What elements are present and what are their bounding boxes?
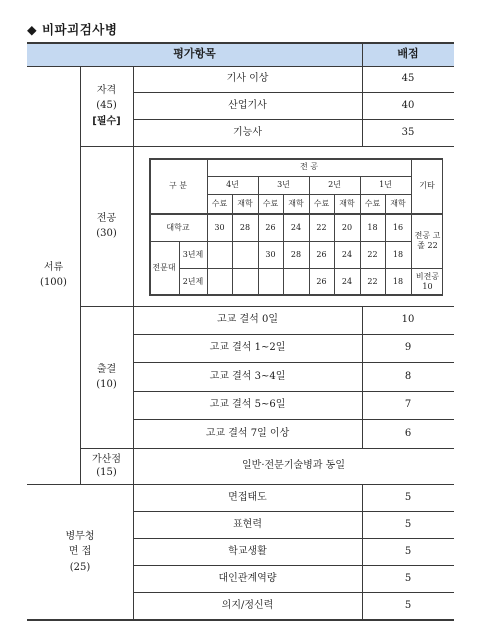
score-cell: 26 <box>265 222 276 232</box>
interview-label-text: 병무청 <box>65 530 95 542</box>
interview-score: 5 <box>404 518 412 530</box>
bonus-label <box>80 448 133 484</box>
score-cell: 18 <box>392 249 404 259</box>
major-label <box>80 146 133 306</box>
evaluation-table <box>27 42 454 620</box>
table-rule <box>309 176 310 295</box>
attendance-score: 6 <box>404 427 412 439</box>
score-cell: 16 <box>392 222 404 232</box>
diamond-bullet-icon: ◆ <box>27 22 38 37</box>
university-label: 대학교 <box>166 222 190 232</box>
enrolled-header: 재학 <box>237 198 253 208</box>
college-label: 전문대 <box>152 263 176 272</box>
attendance-label-text: 출결 <box>96 363 117 375</box>
score-cell: 20 <box>341 222 353 232</box>
table-rule <box>362 484 363 620</box>
attendance-score: 9 <box>404 342 412 354</box>
table-rule <box>133 334 454 335</box>
cert-label <box>80 66 133 146</box>
docs-label-text: 서류 <box>43 261 64 273</box>
table-rule <box>133 511 454 512</box>
enrolled-header: 재학 <box>339 198 355 208</box>
table-rule <box>334 194 335 295</box>
college-3yr-label: 3년제 <box>182 249 204 259</box>
bonus-text: 일반·전문기술병과 동일 <box>242 460 345 472</box>
table-rule <box>133 391 454 392</box>
table-rule <box>179 241 180 295</box>
docs-label <box>27 66 80 484</box>
required-tag: [필수] <box>92 115 121 127</box>
score-cell: 24 <box>341 276 353 286</box>
year-header: 1년 <box>379 180 392 189</box>
table-rule <box>133 538 454 539</box>
table-rule <box>133 565 454 566</box>
table-rule <box>133 92 454 93</box>
table-rule <box>232 194 233 295</box>
major-points: (30) <box>96 228 117 239</box>
score-cell: 26 <box>316 249 327 259</box>
table-rule <box>362 306 363 448</box>
table-rule <box>80 448 454 449</box>
cert-score: 45 <box>401 73 415 85</box>
attendance-score: 10 <box>401 314 415 326</box>
other-header: 기타 <box>419 180 435 190</box>
table-rule <box>442 158 444 295</box>
table-rule <box>133 119 454 120</box>
attendance-score: 8 <box>404 370 412 382</box>
interview-item: 면접태도 <box>228 491 267 503</box>
table-rule <box>149 241 411 242</box>
score-cell: 28 <box>239 222 251 232</box>
complete-header: 수료 <box>262 198 279 208</box>
table-rule <box>80 66 81 484</box>
table-rule <box>27 484 454 485</box>
interview-score: 5 <box>404 545 412 557</box>
cert-item: 기사 이상 <box>226 73 269 85</box>
table-rule <box>133 592 454 593</box>
cert-score: 40 <box>401 99 415 111</box>
page-title: 비파괴검사병 <box>41 22 118 37</box>
table-rule <box>207 158 208 295</box>
score-cell: 26 <box>316 276 327 286</box>
score-cell: 22 <box>316 222 327 232</box>
docs-total: (100) <box>40 277 67 288</box>
score-cell: 22 <box>367 276 378 286</box>
score-cell: 30 <box>265 249 276 259</box>
attendance-item: 고교 결석 3~4일 <box>209 370 286 382</box>
score-cell: 30 <box>214 222 225 232</box>
table-rule <box>133 362 454 363</box>
other-nonmajor: 비전공 10 <box>415 271 440 291</box>
table-rule <box>283 194 284 295</box>
attendance-item: 고교 결석 1~2일 <box>209 342 286 354</box>
complete-header: 수료 <box>364 198 381 208</box>
score-cell: 24 <box>290 222 302 232</box>
table-rule <box>411 158 412 295</box>
major-header: 전 공 <box>300 162 318 171</box>
cert-score: 35 <box>401 126 415 138</box>
score-cell: 22 <box>367 249 378 259</box>
attendance-points: (10) <box>96 379 117 390</box>
year-header: 3년 <box>277 180 290 189</box>
table-rule <box>149 294 443 296</box>
bonus-label-text: 가산점 <box>92 454 121 465</box>
interview-item: 표현력 <box>233 518 262 530</box>
table-rule <box>149 213 443 215</box>
table-rule <box>27 66 454 67</box>
category-header: 구 분 <box>169 180 187 190</box>
interview-label <box>27 484 133 620</box>
enrolled-header: 재학 <box>288 198 304 208</box>
cert-label-text: 자격 <box>96 84 117 96</box>
table-rule <box>133 419 454 420</box>
table-rule <box>385 194 386 295</box>
college-2yr-label: 2년제 <box>182 276 204 286</box>
attendance-item: 고교 결석 5~6일 <box>209 399 286 411</box>
attendance-item: 고교 결석 0일 <box>216 314 279 326</box>
table-rule <box>80 306 454 307</box>
cert-points: (45) <box>96 100 117 112</box>
section-heading <box>27 20 117 38</box>
other-major-grad: 전공 고졸 22 <box>414 231 441 250</box>
table-rule <box>149 158 151 295</box>
bonus-points: (15) <box>96 467 117 478</box>
complete-header: 수료 <box>313 198 330 208</box>
interview-item: 의지/정신력 <box>221 600 274 612</box>
interview-item: 대인관계역량 <box>218 572 277 584</box>
year-header: 4년 <box>226 180 239 189</box>
year-header: 2년 <box>328 180 341 189</box>
table-rule <box>258 176 259 295</box>
major-label-text: 전공 <box>96 212 117 224</box>
interview-item: 학교생활 <box>228 545 267 557</box>
table-rule <box>179 268 443 269</box>
interview-score: 5 <box>404 600 412 612</box>
header-criteria: 평가항목 <box>27 42 362 66</box>
cert-item: 기능사 <box>233 126 262 138</box>
table-rule <box>80 146 454 147</box>
header-score: 배점 <box>362 42 454 66</box>
enrolled-header: 재학 <box>390 198 406 208</box>
table-rule <box>360 176 361 295</box>
score-cell: 18 <box>367 222 378 232</box>
table-rule <box>27 42 454 44</box>
interview-score: 5 <box>404 572 412 584</box>
table-rule <box>27 619 454 621</box>
score-cell: 18 <box>392 276 404 286</box>
major-score-table <box>149 158 443 295</box>
complete-header: 수료 <box>211 198 228 208</box>
table-rule <box>133 66 134 620</box>
score-cell: 24 <box>341 249 353 259</box>
cert-item: 산업기사 <box>228 99 267 111</box>
attendance-label <box>80 306 133 448</box>
table-rule <box>149 158 443 160</box>
attendance-score: 7 <box>404 399 412 411</box>
attendance-item: 고교 결석 7일 이상 <box>205 427 290 439</box>
interview-score: 5 <box>404 491 412 503</box>
interview-points: (25) <box>69 561 91 573</box>
table-rule <box>362 42 363 146</box>
score-cell: 28 <box>290 249 302 259</box>
interview-label-text2: 면 접 <box>68 546 92 558</box>
